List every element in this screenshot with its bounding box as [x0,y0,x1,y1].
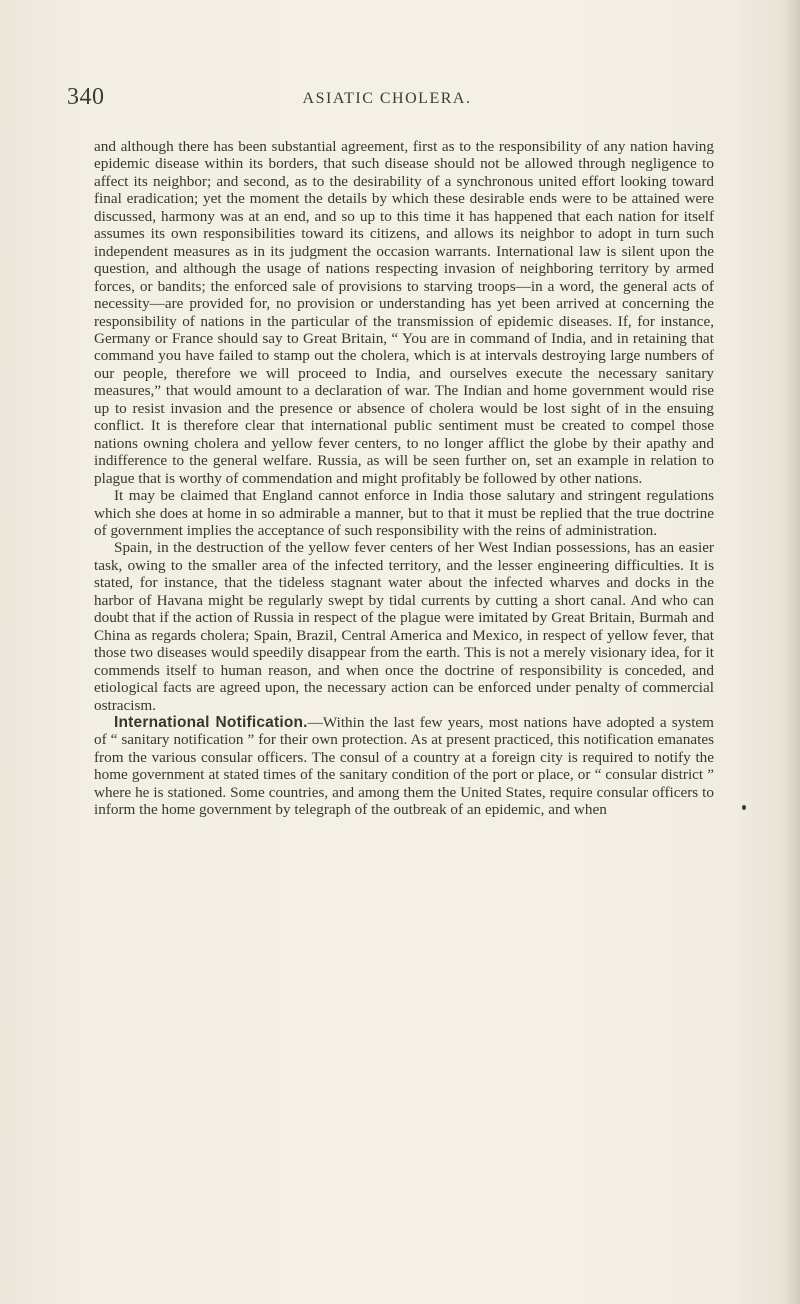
page-number: 340 [67,84,105,110]
section-heading: International Notification. [114,713,308,731]
page-header [67,84,707,114]
margin-ink-dot [742,805,746,810]
paragraph-2: It may be claimed that England cannot enforce in India those salutary and stringent regulations which she does at home in so admirable a manner, but to that it must be replied that the true doctrine of government implies the acceptance of such responsibility with the reins of administration. [94,487,714,539]
paragraph-1: and although there has been substantial agreement, first as to the responsibility of any nation having epidemic disease within its borders, that such disease should not be allowed through negligence to affect its neighbor; and second, as to the desirability of a synchronous united effort looking toward final eradication; yet the moment the details by which these desirable ends were to be attained were discussed, harmony was at an end, and so up to this time it has happened that each nation for itself assumes its own responsibilities toward its citizens, and allows its neighbor to adopt in turn such independent measures as in its judgment the occasion warrants. International law is silent upon the question, and although the usage of nations respecting invasion of neighboring territory by armed forces, or bandits; the enforced sale of provisions to starving troops—in a word, the general acts of necessity—are provided for, no provision or understanding has yet been arrived at concerning the responsibility of nations in the particular of the transmission of epidemic diseases. If, for instance, Germany or France should say to Great Britain, “ You are in command of India, and in retaining that command you have failed to stamp out the cholera, which is at intervals destroying large numbers of our people, therefore we will proceed to India, and ourselves execute the necessary sanitary measures,” that would amount to a declaration of war. The Indian and home government would rise up to resist invasion and the presence or absence of cholera would be lost sight of in the ensuing conflict. It is therefore clear that international public sentiment must be created to compel those nations owning cholera and yellow fever centers, to no longer afflict the globe by their apathy and indifference to the general welfare. Russia, as will be seen further on, set an example in relation to plague that is worthy of commendation and might profitably be followed by other nations. [94,138,714,487]
page-edge-shadow [784,0,800,1304]
body-text [94,138,714,819]
running-head: ASIATIC CHOLERA. [302,90,472,107]
section-paragraph [94,714,714,819]
section-body: —Within the last few years, most nations have adopted a system of “ sanitary notification ” for their own protection. As at present practiced, this notification emanates from the various consular officers. The consul of a country at a foreign city is required to notify the home government at stated times of the sanitary condition of the port or place, or “ consular district ” where he is stationed. Some countries, and among them the United States, require consular officers to inform the home government by telegraph of the outbreak of an epidemic, and when [94,713,714,819]
paragraph-3: Spain, in the destruction of the yellow fever centers of her West Indian possessions, has an easier task, owing to the smaller area of the infected territory, and the lesser engineering difficulties. It is stated, for instance, that the tideless stagnant water about the infected wharves and docks in the harbor of Havana might be regularly swept by tidal currents by cutting a short canal. And who can doubt that if the action of Russia in respect of the plague were imitated by Great Britain, Burmah and China as regards cholera; Spain, Brazil, Central America and Mexico, in respect of yellow fever, that those two diseases would speedily disappear from the earth. This is not a merely visionary idea, for it commends itself to human reason, and when once the doctrine of responsibility is conceded, and etiological facts are agreed upon, the necessary action can be enforced under penalty of commercial ostracism. [94,539,714,714]
